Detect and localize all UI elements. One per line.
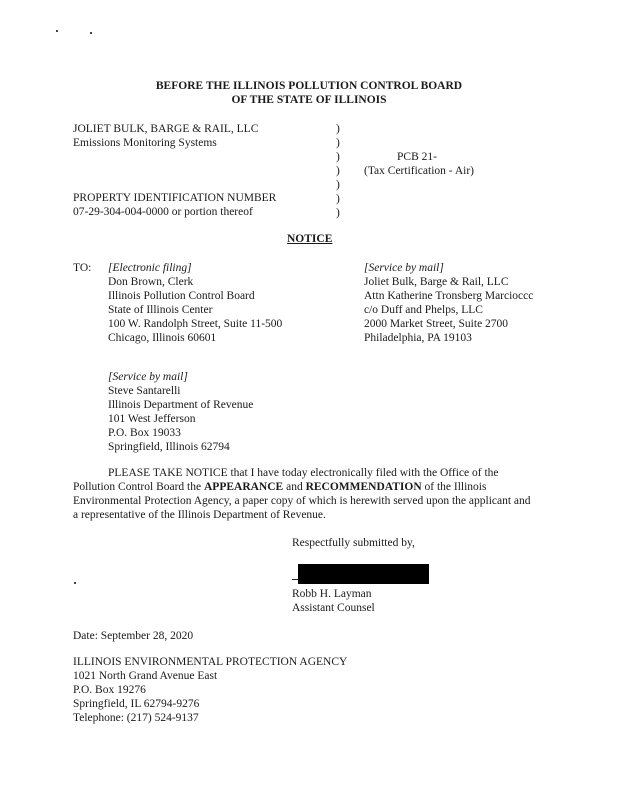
address-line: 100 W. Randolph Street, Suite 11-500 [108,318,283,330]
notice-paragraph [73,466,533,522]
service-method: [Electronic filing] [108,262,192,274]
address-line: P.O. Box 19033 [108,427,181,439]
service-method: [Service by mail] [108,371,188,383]
address-line: Illinois Department of Revenue [108,399,254,411]
agency-line: Telephone: (217) 524-9137 [73,712,199,724]
recommendation-term: RECOMMENDATION [305,481,422,493]
address-line: Don Brown, Clerk [108,276,194,288]
recipient-revenue [108,370,253,454]
bracket: ) [336,165,340,177]
agency-line: P.O. Box 19276 [73,684,146,696]
notice-title: NOTICE [287,233,333,245]
agency-block [73,655,347,725]
bracket: ) [336,123,340,135]
bracket: ) [336,151,340,163]
paragraph-text: and [283,481,306,493]
address-line: Springfield, Illinois 62794 [108,441,230,453]
case-number: PCB 21- [397,151,437,163]
redacted-signature [298,564,429,584]
scan-speck [74,582,76,584]
signer-name: Robb H. Layman [292,588,372,600]
property-value: 07-29-304-004-0000 or portion thereof [73,206,253,218]
bracket: ) [336,193,340,205]
recipient-clerk [108,261,282,345]
signer-title: Assistant Counsel [292,602,375,614]
scan-speck [90,32,92,34]
caption-brackets [336,122,340,220]
address-line: Illinois Pollution Control Board [108,290,255,302]
to-label: TO: [73,262,92,274]
property-label: PROPERTY IDENTIFICATION NUMBER [73,192,277,204]
bracket: ) [336,137,340,149]
party-detail: Emissions Monitoring Systems [73,137,217,149]
paragraph-text: of the Illinois Environmental Protection Agency, a paper copy of which is herewith served upon the applicant and a representative of the Illinois Department of Revenue. [73,481,531,521]
address-line: Philadelphia, PA 19103 [364,332,472,344]
address-line: 101 West Jefferson [108,413,196,425]
agency-line: 1021 North Grand Avenue East [73,670,218,682]
appearance-term: APPEARANCE [203,481,284,493]
scan-speck [56,30,58,32]
bracket: ) [336,207,340,219]
date-line: Date: September 28, 2020 [73,630,194,642]
closing: Respectfully submitted by, [292,537,415,549]
agency-name: ILLINOIS ENVIRONMENTAL PROTECTION AGENCY [73,656,348,668]
address-line: 2000 Market Street, Suite 2700 [364,318,509,330]
address-line: Attn Katherine Tronsberg Marcioccc [364,290,534,302]
board-title: BEFORE THE ILLINOIS POLLUTION CONTROL BOARD [155,80,463,92]
address-line: Chicago, Illinois 60601 [108,332,217,344]
case-type: (Tax Certification - Air) [364,165,475,177]
address-line: Joliet Bulk, Barge & Rail, LLC [364,276,509,288]
paragraph-text: PLEASE TAKE NOTICE that I have today electronically filed with the Office of the Pollution Control Board the [73,467,499,493]
agency-line: Springfield, IL 62794-9276 [73,698,200,710]
service-method: [Service by mail] [364,262,444,274]
bracket: ) [336,179,340,191]
address-line: c/o Duff and Phelps, LLC [364,304,483,316]
board-subtitle: OF THE STATE OF ILLINOIS [231,94,387,106]
address-line: State of Illinois Center [108,304,213,316]
address-line: Steve Santarelli [108,385,181,397]
recipient-company [364,261,533,345]
party-name: JOLIET BULK, BARGE & RAIL, LLC [73,123,259,135]
